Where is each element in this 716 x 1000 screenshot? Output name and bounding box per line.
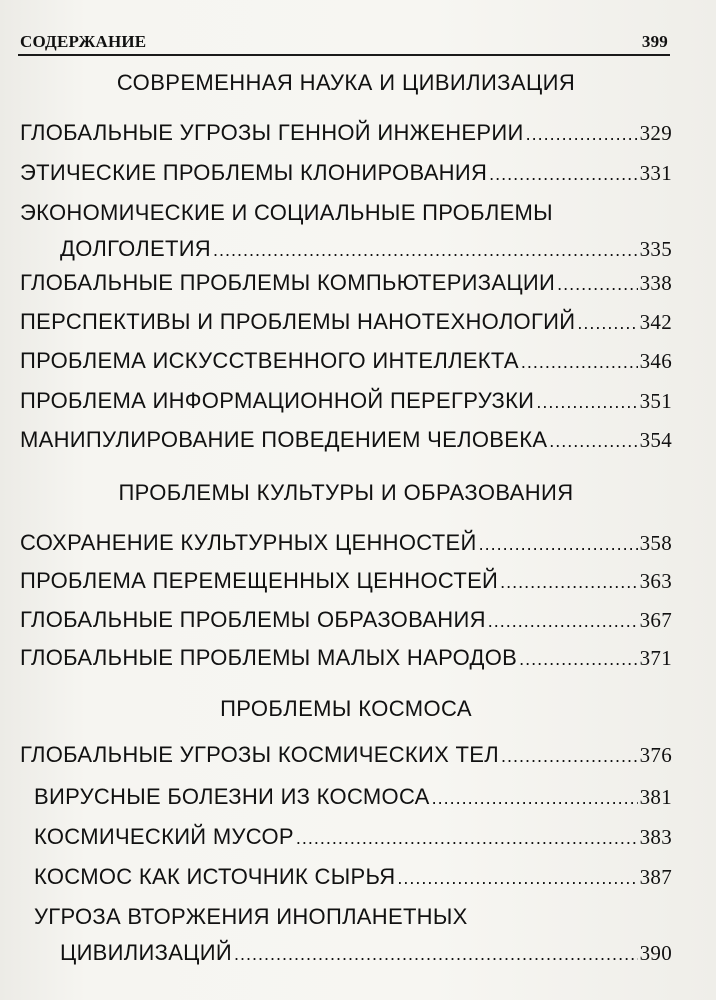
- entry-title-line1: ЭКОНОМИЧЕСКИЕ И СОЦИАЛЬНЫЕ ПРОБЛЕМЫ: [20, 200, 553, 225]
- leader-dots: [501, 746, 638, 767]
- entry-page: 376: [639, 743, 672, 767]
- entry-title: ДОЛГОЛЕТИЯ: [60, 236, 211, 261]
- toc-entry[interactable]: [20, 388, 672, 414]
- entry-title-line1: УГРОЗА ВТОРЖЕНИЯ ИНОПЛАНЕТНЫХ: [34, 904, 468, 929]
- toc-entry[interactable]: [20, 160, 672, 186]
- entry-title: ПРОБЛЕМА ПЕРЕМЕЩЕННЫХ ЦЕННОСТЕЙ: [20, 568, 499, 593]
- toc-entry[interactable]: [34, 824, 672, 850]
- toc-entry[interactable]: [60, 236, 672, 262]
- entry-page: 354: [639, 428, 672, 452]
- entry-title: ГЛОБАЛЬНЫЕ ПРОБЛЕМЫ КОМПЬЮТЕРИЗАЦИИ: [20, 270, 556, 295]
- entry-title: ГЛОБАЛЬНЫЕ ПРОБЛЕМЫ ОБРАЗОВАНИЯ: [20, 607, 486, 632]
- entry-page: 335: [639, 237, 672, 261]
- entry-page: 358: [639, 531, 672, 555]
- section-title: СОВРЕМЕННАЯ НАУКА И ЦИВИЛИЗАЦИЯ: [116, 70, 576, 95]
- toc-entry[interactable]: [60, 940, 672, 966]
- section-title: ПРОБЛЕМЫ КУЛЬТУРЫ И ОБРАЗОВАНИЯ: [118, 480, 574, 505]
- toc-entry[interactable]: [20, 607, 672, 633]
- leader-dots: [536, 392, 637, 413]
- leader-dots: [549, 431, 637, 452]
- entry-page: 331: [639, 161, 672, 185]
- entry-title: ЭТИЧЕСКИЕ ПРОБЛЕМЫ КЛОНИРОВАНИЯ: [20, 160, 488, 185]
- running-head: [20, 32, 668, 52]
- entry-title: КОСМИЧЕСКИЙ МУСОР: [34, 824, 294, 849]
- leader-dots: [500, 572, 637, 593]
- entry-page: 383: [639, 825, 672, 849]
- leader-dots: [577, 313, 637, 334]
- entry-page: 390: [639, 941, 672, 965]
- leader-dots: [432, 788, 638, 809]
- entry-title: ГЛОБАЛЬНЫЕ УГРОЗЫ КОСМИЧЕСКИХ ТЕЛ: [20, 742, 499, 767]
- leader-dots: [521, 352, 638, 373]
- entry-page: 363: [639, 569, 672, 593]
- leader-dots: [519, 649, 638, 670]
- leader-dots: [479, 534, 638, 555]
- entry-page: 367: [639, 608, 672, 632]
- toc-entry[interactable]: [34, 784, 672, 810]
- entry-page: 381: [639, 785, 672, 809]
- toc-entry[interactable]: [34, 864, 672, 890]
- entry-page: 342: [639, 310, 672, 334]
- section-title: ПРОБЛЕМЫ КОСМОСА: [220, 696, 472, 721]
- toc-entry[interactable]: [20, 348, 672, 374]
- toc-entry[interactable]: [20, 742, 672, 768]
- header-rule: [18, 54, 670, 56]
- entry-title: ЦИВИЛИЗАЦИЙ: [60, 940, 232, 965]
- leader-dots: [213, 240, 638, 261]
- toc-entry[interactable]: [20, 530, 672, 556]
- leader-dots: [234, 944, 638, 965]
- entry-page: 387: [639, 865, 672, 889]
- page-number: 399: [641, 32, 668, 51]
- entry-title: ГЛОБАЛЬНЫЕ УГРОЗЫ ГЕННОЙ ИНЖЕНЕРИИ: [20, 120, 524, 145]
- leader-dots: [526, 124, 638, 145]
- toc-entry-first-line[interactable]: [34, 904, 672, 930]
- entry-title: ПЕРСПЕКТИВЫ И ПРОБЛЕМЫ НАНОТЕХНОЛОГИЙ: [20, 309, 576, 334]
- toc-entry[interactable]: [20, 427, 672, 453]
- entry-page: 346: [639, 349, 672, 373]
- toc-entry[interactable]: [20, 645, 672, 671]
- entry-page: 338: [639, 271, 672, 295]
- toc-entry[interactable]: [20, 120, 672, 146]
- entry-title: СОХРАНЕНИЕ КУЛЬТУРНЫХ ЦЕННОСТЕЙ: [20, 530, 477, 555]
- leader-dots: [557, 274, 637, 295]
- entry-title: ГЛОБАЛЬНЫЕ ПРОБЛЕМЫ МАЛЫХ НАРОДОВ: [20, 645, 518, 670]
- leader-dots: [397, 868, 637, 889]
- toc-entry[interactable]: [20, 568, 672, 594]
- entry-title: ПРОБЛЕМА ИНФОРМАЦИОННОЙ ПЕРЕГРУЗКИ: [20, 388, 535, 413]
- entry-page: 371: [639, 646, 672, 670]
- leader-dots: [488, 611, 638, 632]
- leader-dots: [489, 164, 637, 185]
- entry-title: МАНИПУЛИРОВАНИЕ ПОВЕДЕНИЕМ ЧЕЛОВЕКА: [20, 427, 548, 452]
- entry-page: 329: [639, 121, 672, 145]
- leader-dots: [296, 828, 638, 849]
- toc-entry[interactable]: [20, 270, 672, 296]
- entry-title: КОСМОС КАК ИСТОЧНИК СЫРЬЯ: [34, 864, 396, 889]
- entry-title: ПРОБЛЕМА ИСКУССТВЕННОГО ИНТЕЛЛЕКТА: [20, 348, 519, 373]
- entry-page: 351: [639, 389, 672, 413]
- toc-entry[interactable]: [20, 309, 672, 335]
- entry-title: ВИРУСНЫЕ БОЛЕЗНИ ИЗ КОСМОСА: [34, 784, 430, 809]
- toc-entry-first-line[interactable]: [20, 200, 672, 226]
- running-head-title: СОДЕРЖАНИЕ: [20, 32, 147, 51]
